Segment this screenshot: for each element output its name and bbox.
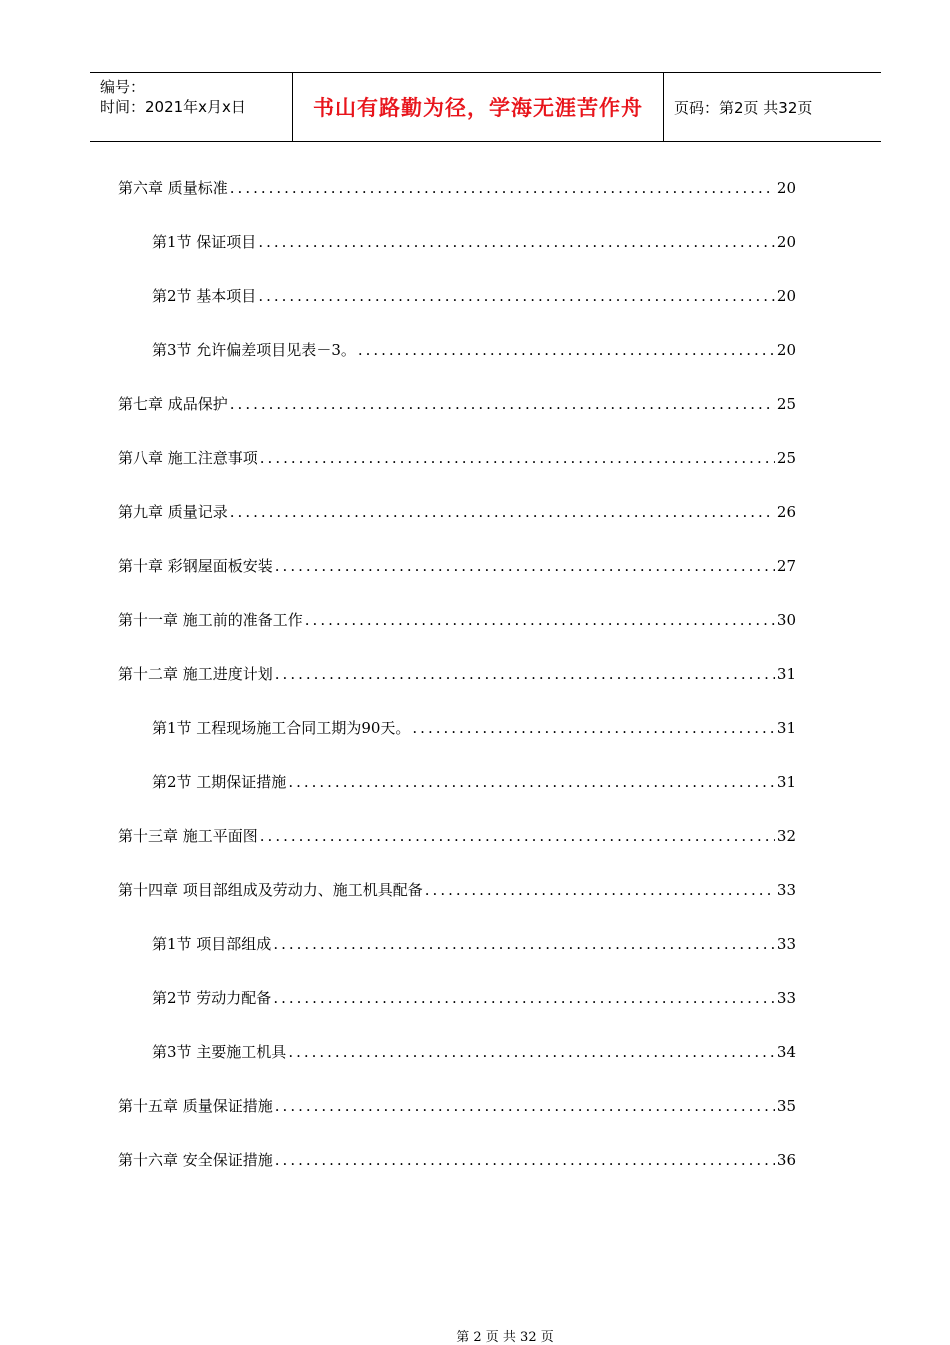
toc-entry-title: 第十二章 施工进度计划: [118, 665, 273, 683]
toc-leader-dots: [305, 602, 775, 638]
toc-leader-dots: [425, 872, 775, 908]
toc-leader-dots: [288, 1034, 775, 1070]
toc-entry-page: 25: [776, 395, 796, 413]
toc-leader-dots: [258, 224, 775, 260]
toc-chapter-entry[interactable]: [118, 1088, 796, 1142]
toc-entry-title: 第十三章 施工平面图: [118, 827, 258, 845]
toc-entry-title: 第1节 工程现场施工合同工期为90天。: [152, 719, 411, 737]
toc-entry-page: 31: [776, 773, 796, 791]
number-label: 编号：: [100, 78, 146, 96]
toc-entry-page: 34: [776, 1043, 796, 1061]
toc-entry-page: 20: [776, 341, 796, 359]
toc-leader-dots: [275, 548, 775, 584]
toc-section-entry[interactable]: [118, 332, 796, 386]
toc-section-entry[interactable]: [118, 926, 796, 980]
toc-entry-title: 第六章 质量标准: [118, 179, 228, 197]
toc-leader-dots: [258, 278, 775, 314]
toc-entry-title: 第2节 工期保证措施: [152, 773, 287, 791]
header-info: [90, 73, 292, 141]
toc-entry-page: 32: [776, 827, 796, 845]
toc-entry-title: 第1节 保证项目: [152, 233, 257, 251]
toc-chapter-entry[interactable]: [118, 440, 796, 494]
toc-entry-title: 第十一章 施工前的准备工作: [118, 611, 303, 629]
toc-entry-title: 第十章 彩钢屋面板安装: [118, 557, 273, 575]
toc-entry-page: 26: [776, 503, 796, 521]
header-motto: 书山有路勤为径，学海无涯苦作舟: [292, 73, 664, 141]
toc-leader-dots: [273, 926, 775, 962]
toc-chapter-entry[interactable]: [118, 1142, 796, 1196]
toc-entry-page: 27: [776, 557, 796, 575]
toc-entry-title: 第3节 允许偏差项目见表－3。: [152, 341, 356, 359]
toc-entry-title: 第2节 基本项目: [152, 287, 257, 305]
time-label: 时间：2021年x月x日: [100, 98, 246, 116]
page-header: [90, 72, 881, 142]
toc-chapter-entry[interactable]: [118, 872, 796, 926]
header-page-label: 页码：第2页 共32页: [674, 98, 813, 117]
toc-entry-page: 33: [776, 989, 796, 1007]
toc-chapter-entry[interactable]: [118, 656, 796, 710]
toc-entry-page: 35: [776, 1097, 796, 1115]
table-of-contents: [118, 170, 796, 1196]
toc-entry-title: 第2节 劳动力配备: [152, 989, 272, 1007]
toc-leader-dots: [358, 332, 775, 368]
toc-entry-page: 20: [776, 233, 796, 251]
toc-section-entry[interactable]: [118, 764, 796, 818]
toc-leader-dots: [412, 710, 775, 746]
toc-entry-title: 第九章 质量记录: [118, 503, 228, 521]
toc-entry-page: 33: [776, 881, 796, 899]
toc-entry-page: 20: [776, 179, 796, 197]
toc-entry-title: 第八章 施工注意事项: [118, 449, 258, 467]
toc-leader-dots: [260, 440, 775, 476]
toc-leader-dots: [275, 1088, 775, 1124]
toc-section-entry[interactable]: [118, 710, 796, 764]
toc-entry-title: 第十四章 项目部组成及劳动力、施工机具配备: [118, 881, 423, 899]
toc-chapter-entry[interactable]: [118, 548, 796, 602]
toc-entry-page: 33: [776, 935, 796, 953]
toc-leader-dots: [260, 818, 775, 854]
toc-entry-page: 25: [776, 449, 796, 467]
toc-entry-page: 36: [776, 1151, 796, 1169]
toc-entry-title: 第七章 成品保护: [118, 395, 228, 413]
toc-entry-title: 第1节 项目部组成: [152, 935, 272, 953]
toc-chapter-entry[interactable]: [118, 386, 796, 440]
toc-leader-dots: [288, 764, 775, 800]
toc-chapter-entry[interactable]: [118, 602, 796, 656]
toc-chapter-entry[interactable]: [118, 170, 796, 224]
toc-section-entry[interactable]: [118, 224, 796, 278]
toc-entry-title: 第3节 主要施工机具: [152, 1043, 287, 1061]
toc-leader-dots: [230, 170, 775, 206]
toc-leader-dots: [273, 980, 775, 1016]
toc-section-entry[interactable]: [118, 980, 796, 1034]
toc-entry-page: 20: [776, 287, 796, 305]
toc-chapter-entry[interactable]: [118, 818, 796, 872]
toc-leader-dots: [230, 386, 775, 422]
toc-entry-page: 31: [776, 719, 796, 737]
toc-entry-page: 30: [776, 611, 796, 629]
toc-entry-title: 第十六章 安全保证措施: [118, 1151, 273, 1169]
toc-entry-title: 第十五章 质量保证措施: [118, 1097, 273, 1115]
toc-section-entry[interactable]: [118, 1034, 796, 1088]
toc-entry-page: 31: [776, 665, 796, 683]
toc-chapter-entry[interactable]: [118, 494, 796, 548]
toc-leader-dots: [230, 494, 775, 530]
toc-leader-dots: [275, 656, 775, 692]
page-footer: 第 2 页 共 32 页: [456, 1330, 554, 1345]
toc-section-entry[interactable]: [118, 278, 796, 332]
toc-leader-dots: [275, 1142, 775, 1178]
